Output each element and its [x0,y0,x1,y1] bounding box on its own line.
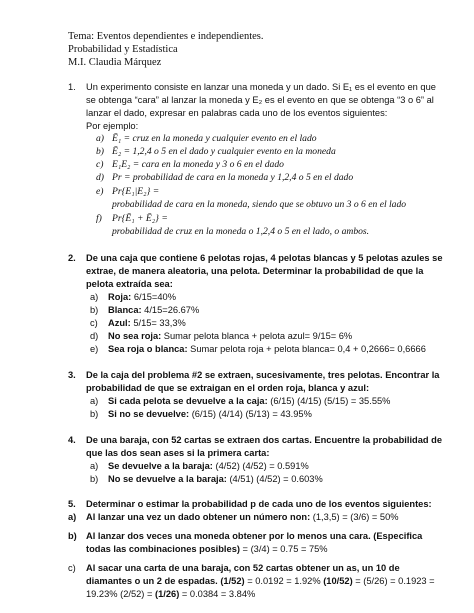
q5-a-answer [86,511,399,523]
q4-item-bold: Se devuelve a la baraja: [108,461,213,471]
q1-item-text: Ē₂ = 1,2,4 o 5 en el dado y cualquier evento en la moneda [112,146,336,157]
q5-c-p2: (10/52) [323,576,353,586]
q2-item-answer [108,291,176,303]
q2-item-rest: 4/15=26.67% [141,305,200,315]
q3-item-answer [108,408,312,420]
q4-line-1: De una baraja, con 52 cartas se extraen dos cartas. Encuentre la probabilidad de [86,435,443,445]
q4-item-rest: (4/52) (4/52) = 0.591% [212,461,309,471]
header-teacher: M.I. Claudia Márquez [68,57,162,68]
q1-item-text: E₁E₂ = cara en la moneda y 3 o 6 en el dado [112,159,284,170]
q2-item-label: c) [90,318,98,328]
q2-item-label: b) [90,305,99,315]
q1-line-1: Un experimento consiste en lanzar una moneda y un dado. Si E₁ es el evento en que [86,82,436,92]
q2-item-rest: Sumar pelota roja + pelota blanca= 0,4 + 0,2666= 0,6666 [187,344,426,354]
q3-item-bold: Si cada pelota se devuelve a la caja: [108,396,268,406]
q2-item-bold: Sea roja o blanca: [108,344,188,354]
q3-line-2: probabilidad de que se extraigan en el orden roja, blanca y azul: [86,383,370,393]
q1-item-label: d) [96,172,104,183]
q5-c-rest-1: = 0.0192 = 1.92% [244,576,324,586]
q3-item-rest: (6/15) (4/15) (5/15) = 35.55% [267,396,391,406]
q2-item-answer [108,330,352,342]
q5-b-line-2 [86,543,328,555]
q1-item-text: Pr{Ē₁ + Ē₂} = [112,213,168,224]
q5-b-label: b) [68,531,77,541]
q1-line-3: lanzar el dado, expresar en palabras cada uno de los eventos siguientes: [86,108,388,118]
q2-item-answer [108,304,199,316]
q2-number: 2. [68,253,76,263]
q4-item-answer [108,460,309,472]
q1-item-text: probabilidad de cruz en la moneda o 1,2,4 o 5 en el lado, o ambos. [112,226,370,237]
q5-b-rest: = (3/4) = 0.75 = 75% [239,544,328,554]
q5-c-line-3 [86,588,255,600]
q1-item-text: Pr = probabilidad de cara en la moneda y 1,2,4 o 5 en el dado [112,172,354,183]
q5-c-p1: (1/52) [217,576,245,586]
q2-item-bold: Azul: [108,318,131,328]
q3-item-label: b) [90,409,99,419]
q5-b-line-1: Al lanzar dos veces una moneda obtener por lo menos una cara. (Especifica [86,531,423,541]
q3-line-1: De la caja del problema #2 se extraen, sucesivamente, tres pelotas. Encontrar la [86,370,440,380]
q2-item-label: e) [90,344,99,354]
q1-item-label: c) [96,159,104,170]
q5-number: 5. [68,499,76,509]
q2-item-bold: Blanca: [108,305,142,315]
q5-c-l3-bold: (1/26) [155,589,180,599]
q1-line-2: se obtenga “cara” al lanzar la moneda y E₂ es el evento en que se obtenga “3 o 6” al [86,95,434,105]
q2-item-label: d) [90,331,99,341]
q1-example-label: Por ejemplo: [86,121,139,131]
q4-line-2: que las dos sean ases si la primera carta: [86,448,270,458]
q2-item-rest: 6/15=40% [131,292,176,302]
q2-item-bold: No sea roja: [108,331,162,341]
q5-b-bold: todas las combinaciones posibles) [86,544,240,554]
q5-c-line-2 [86,575,435,587]
q4-item-bold: No se devuelve a la baraja: [108,474,227,484]
q1-item-text: Pr{E₁|E₂} = [112,186,160,197]
q4-item-label: a) [90,461,99,471]
q5-line-1: Determinar o estimar la probabilidad p de cada uno de los eventos siguientes: [86,499,432,509]
q3-item-bold: Si no se devuelve: [108,409,190,419]
header-course: Probabilidad y Estadística [68,44,178,55]
q4-item-label: b) [90,474,99,484]
q1-item-text: probabilidad de cara en la moneda, siendo que se obtuvo un 3 o 6 en el lado [112,199,407,210]
q5-c-rest-2: = (5/26) = 0.1923 = [352,576,435,586]
q2-item-rest: Sumar pelota blanca + pelota azul= 9/15= 6% [161,331,353,341]
q1-number: 1. [68,82,76,92]
q1-item-label: a) [96,133,104,144]
q3-item-rest: (6/15) (4/14) (5/13) = 43.95% [189,409,312,419]
q2-line-3: pelota extraída sea: [86,279,173,289]
q2-item-label: a) [90,292,99,302]
q2-line-1: De una caja que contiene 6 pelotas rojas, 4 pelotas blancas y 5 pelotas azules se [86,253,443,263]
q3-number: 3. [68,370,76,380]
q4-item-rest: (4/51) (4/52) = 0.603% [226,474,323,484]
q1-item-label: b) [96,146,104,157]
q4-number: 4. [68,435,76,445]
q5-a-bold: Al lanzar una vez un dado obtener un número non: [86,512,311,522]
q5-a-rest: (1,3,5) = (3/6) = 50% [310,512,399,522]
header-topic: Tema: Eventos dependientes e independientes. [68,31,264,42]
q2-line-2: extrae, de manera aleatoria, una pelota. Determinar la probabilidad de que la [86,266,424,276]
q1-item-label: f) [96,213,102,224]
q3-item-answer [108,395,390,407]
q2-item-answer [108,317,186,329]
q1-item-label: e) [96,186,104,197]
q3-item-label: a) [90,396,99,406]
q5-a-label: a) [68,512,77,522]
q1-item-text: Ē₁ = cruz en la moneda y cualquier evento en el lado [112,133,317,144]
q5-c-bold: diamantes o un 2 de espadas. [86,576,218,586]
q2-item-bold: Roja: [108,292,132,302]
q2-item-rest: 5/15= 33,3% [130,318,186,328]
q2-item-answer [108,343,426,355]
q5-c-label: c) [68,563,76,573]
q5-c-line-1: Al sacar una carta de una baraja, con 52 cartas obtener un as, un 10 de [86,563,400,573]
q4-item-answer [108,473,323,485]
q5-c-l3-b: = 0.0384 = 3.84% [179,589,256,599]
q5-c-l3-a: 19.23% (2/52) = [86,589,155,599]
